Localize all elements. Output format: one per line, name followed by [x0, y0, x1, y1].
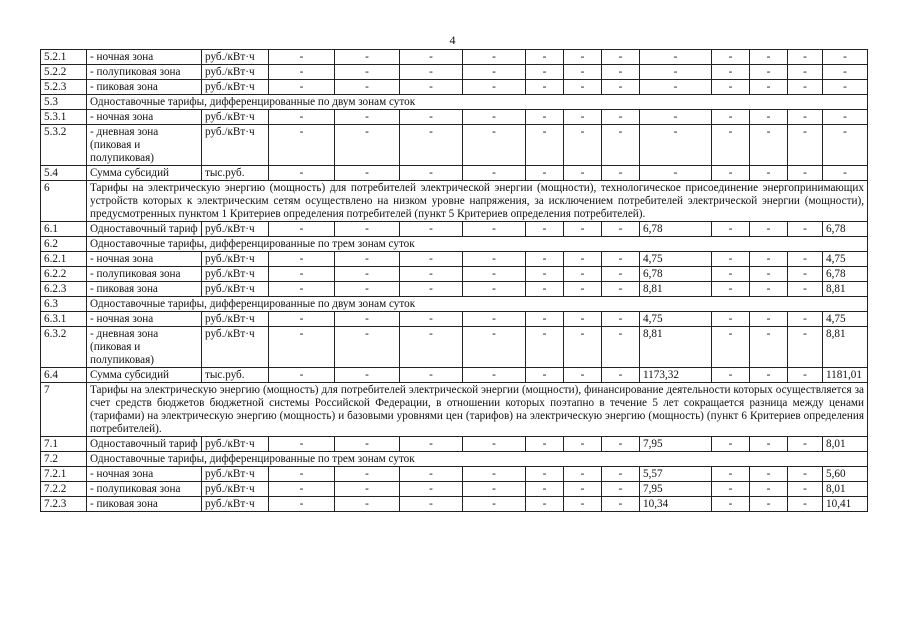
section-heading: Одноставочные тарифы, дифференцированные по двум зонам суток [87, 297, 868, 312]
value-cell: - [788, 482, 823, 497]
value-cell: - [564, 368, 602, 383]
value-cell: - [335, 282, 400, 297]
value-cell: - [750, 282, 788, 297]
value-cell: - [712, 282, 750, 297]
value-cell: - [335, 80, 400, 95]
value-cell: - [400, 65, 463, 80]
value-cell: - [564, 80, 602, 95]
value-cell: - [463, 467, 526, 482]
value-cell: - [602, 252, 640, 267]
value-cell: - [564, 467, 602, 482]
value-cell: - [400, 267, 463, 282]
value-cell: - [602, 437, 640, 452]
row-unit: руб./кВт·ч [202, 80, 269, 95]
value-cell: - [602, 327, 640, 368]
value-cell: - [788, 467, 823, 482]
value-cell: - [788, 50, 823, 65]
row-unit: руб./кВт·ч [202, 267, 269, 282]
value-cell: - [750, 482, 788, 497]
row-code: 7.2.2 [41, 482, 87, 497]
value-cell: - [750, 65, 788, 80]
value-cell: - [269, 65, 335, 80]
value-cell: - [400, 125, 463, 166]
value-cell: - [602, 222, 640, 237]
value-cell: - [712, 327, 750, 368]
value-cell: - [526, 368, 564, 383]
row-unit: руб./кВт·ч [202, 497, 269, 512]
row-code: 6.2 [41, 237, 87, 252]
value-cell: - [463, 65, 526, 80]
value-cell: - [750, 437, 788, 452]
row-name: Сумма субсидий [87, 368, 202, 383]
value-cell: - [526, 482, 564, 497]
value-cell: - [564, 282, 602, 297]
table-row [41, 297, 868, 312]
row-name: - пиковая зона [87, 282, 202, 297]
row-name: - ночная зона [87, 312, 202, 327]
value-cell: - [640, 166, 712, 181]
value-cell: - [564, 267, 602, 282]
row-code: 7.2 [41, 452, 87, 467]
value-cell: - [712, 125, 750, 166]
value-cell: 6,78 [823, 222, 868, 237]
table-row [41, 181, 868, 222]
value-cell: - [788, 125, 823, 166]
value-cell: - [335, 312, 400, 327]
row-code: 5.2.2 [41, 65, 87, 80]
value-cell: - [335, 497, 400, 512]
row-name: - пиковая зона [87, 497, 202, 512]
value-cell: - [750, 125, 788, 166]
row-unit: тыс.руб. [202, 166, 269, 181]
value-cell: 6,78 [823, 267, 868, 282]
value-cell: - [400, 497, 463, 512]
value-cell: - [526, 282, 564, 297]
value-cell: - [335, 482, 400, 497]
value-cell: - [564, 50, 602, 65]
value-cell: - [712, 437, 750, 452]
table-row [41, 125, 868, 166]
row-unit: руб./кВт·ч [202, 327, 269, 368]
value-cell: 4,75 [823, 252, 868, 267]
value-cell: - [463, 50, 526, 65]
row-code: 6.2.1 [41, 252, 87, 267]
table-row [41, 368, 868, 383]
value-cell: - [788, 80, 823, 95]
value-cell: - [712, 80, 750, 95]
value-cell: - [463, 282, 526, 297]
value-cell: - [400, 312, 463, 327]
value-cell: - [602, 497, 640, 512]
row-code: 6.3 [41, 297, 87, 312]
row-code: 6.2.3 [41, 282, 87, 297]
value-cell: 8,81 [823, 282, 868, 297]
row-code: 6 [41, 181, 87, 222]
value-cell: 8,81 [640, 282, 712, 297]
value-cell: 8,01 [823, 437, 868, 452]
value-cell: - [640, 50, 712, 65]
value-cell: - [602, 467, 640, 482]
page-number: 4 [449, 33, 456, 47]
value-cell: - [602, 312, 640, 327]
row-unit: руб./кВт·ч [202, 50, 269, 65]
row-unit: руб./кВт·ч [202, 110, 269, 125]
value-cell: - [823, 65, 868, 80]
value-cell: - [526, 65, 564, 80]
value-cell: 6,78 [640, 222, 712, 237]
value-cell: - [788, 312, 823, 327]
value-cell: - [400, 252, 463, 267]
value-cell: - [400, 166, 463, 181]
value-cell: - [400, 50, 463, 65]
value-cell: - [564, 437, 602, 452]
value-cell: - [269, 467, 335, 482]
value-cell: - [269, 252, 335, 267]
table-row [41, 437, 868, 452]
value-cell: - [400, 110, 463, 125]
value-cell: - [526, 125, 564, 166]
row-code: 5.3.2 [41, 125, 87, 166]
value-cell: 8,01 [823, 482, 868, 497]
value-cell: - [400, 482, 463, 497]
row-unit: руб./кВт·ч [202, 482, 269, 497]
value-cell: - [335, 267, 400, 282]
value-cell: - [602, 125, 640, 166]
value-cell: - [750, 497, 788, 512]
value-cell: - [335, 125, 400, 166]
value-cell: - [750, 267, 788, 282]
value-cell: - [526, 497, 564, 512]
row-code: 7.1 [41, 437, 87, 452]
section-heading: Одноставочные тарифы, дифференцированные по трем зонам суток [87, 452, 868, 467]
value-cell: - [463, 166, 526, 181]
value-cell: - [463, 312, 526, 327]
value-cell: - [526, 166, 564, 181]
value-cell: - [823, 50, 868, 65]
value-cell: - [750, 252, 788, 267]
value-cell: - [750, 312, 788, 327]
row-code: 6.3.1 [41, 312, 87, 327]
row-name: - дневная зона (пиковая и полупиковая) [87, 327, 202, 368]
row-unit: руб./кВт·ч [202, 282, 269, 297]
value-cell: - [788, 282, 823, 297]
row-unit: руб./кВт·ч [202, 252, 269, 267]
table-row [41, 267, 868, 282]
value-cell: - [269, 50, 335, 65]
value-cell: - [463, 222, 526, 237]
value-cell: - [750, 467, 788, 482]
value-cell: - [463, 252, 526, 267]
value-cell: - [712, 368, 750, 383]
value-cell: - [712, 65, 750, 80]
section-heading: Одноставочные тарифы, дифференцированные по трем зонам суток [87, 237, 868, 252]
value-cell: - [400, 80, 463, 95]
value-cell: - [400, 282, 463, 297]
table-row [41, 383, 868, 437]
row-name: - ночная зона [87, 50, 202, 65]
row-code: 7 [41, 383, 87, 437]
value-cell: - [269, 110, 335, 125]
value-cell: - [788, 222, 823, 237]
value-cell: - [788, 110, 823, 125]
value-cell: - [526, 50, 564, 65]
row-name: - ночная зона [87, 467, 202, 482]
value-cell: - [788, 497, 823, 512]
table-row [41, 452, 868, 467]
value-cell: - [335, 467, 400, 482]
row-name: Одноставочный тариф [87, 437, 202, 452]
value-cell: - [640, 110, 712, 125]
value-cell: - [712, 267, 750, 282]
value-cell: - [526, 80, 564, 95]
value-cell: - [712, 252, 750, 267]
value-cell: - [788, 267, 823, 282]
value-cell: - [526, 110, 564, 125]
value-cell: - [400, 222, 463, 237]
value-cell: - [712, 467, 750, 482]
value-cell: - [463, 267, 526, 282]
value-cell: 7,95 [640, 437, 712, 452]
tariff-table [40, 49, 868, 512]
row-unit: руб./кВт·ч [202, 222, 269, 237]
value-cell: - [400, 327, 463, 368]
section-heading: Тарифы на электрическую энергию (мощность) для потребителей электрической энергии (мощности), технологическое присоединение энергопринимающих устройств которых к электрическим сетям осуществлено на низком уровне напряжения, за исключением потребителей электрической энергии (мощности), предусмотренных пунктом 1 Критериев определения потребителей (пункт 5 Критериев определения потребителей). [87, 181, 868, 222]
value-cell: - [526, 327, 564, 368]
value-cell: - [463, 125, 526, 166]
value-cell: - [463, 482, 526, 497]
value-cell: - [823, 166, 868, 181]
value-cell: - [712, 482, 750, 497]
row-unit: руб./кВт·ч [202, 467, 269, 482]
table-row [41, 50, 868, 65]
row-name: Сумма субсидий [87, 166, 202, 181]
value-cell: - [269, 282, 335, 297]
row-name: - полупиковая зона [87, 482, 202, 497]
value-cell: 6,78 [640, 267, 712, 282]
value-cell: - [712, 50, 750, 65]
value-cell: - [712, 222, 750, 237]
value-cell: - [335, 110, 400, 125]
value-cell: - [750, 80, 788, 95]
value-cell: - [463, 110, 526, 125]
value-cell: - [564, 312, 602, 327]
table-row [41, 497, 868, 512]
value-cell: - [788, 252, 823, 267]
row-unit: руб./кВт·ч [202, 312, 269, 327]
value-cell: - [269, 267, 335, 282]
value-cell: - [526, 267, 564, 282]
value-cell: 5,60 [823, 467, 868, 482]
value-cell: - [788, 437, 823, 452]
value-cell: - [750, 50, 788, 65]
value-cell: 10,41 [823, 497, 868, 512]
value-cell: - [335, 437, 400, 452]
value-cell: - [750, 327, 788, 368]
value-cell: - [526, 312, 564, 327]
row-code: 5.3 [41, 95, 87, 110]
row-code: 6.2.2 [41, 267, 87, 282]
table-row [41, 327, 868, 368]
value-cell: - [335, 222, 400, 237]
row-code: 5.2.3 [41, 80, 87, 95]
row-unit: руб./кВт·ч [202, 437, 269, 452]
value-cell: - [788, 65, 823, 80]
row-name: - ночная зона [87, 110, 202, 125]
value-cell: - [335, 327, 400, 368]
row-code: 6.3.2 [41, 327, 87, 368]
row-unit: руб./кВт·ч [202, 65, 269, 80]
value-cell: - [712, 497, 750, 512]
row-code: 6.4 [41, 368, 87, 383]
section-heading: Одноставочные тарифы, дифференцированные по двум зонам суток [87, 95, 868, 110]
section-heading: Тарифы на электрическую энергию (мощность) для потребителей электрической энергии (мощности), финансирование деятельности которых осуществляется за счет средств бюджетов бюджетной системы Российской Федерации, в отношении которых поэтапно в течение 5 лет сокращается разница между ценами (тарифами) на электрическую энергию (мощность) и базовыми уровнями цен (тарифов) на электрическую энергию (мощность) (пункт 6 Критериев определения потребителей). [87, 383, 868, 437]
value-cell: 4,75 [640, 252, 712, 267]
row-name: - полупиковая зона [87, 267, 202, 282]
tariff-table-body [41, 50, 868, 512]
value-cell: - [640, 125, 712, 166]
value-cell: - [269, 497, 335, 512]
table-row [41, 166, 868, 181]
value-cell: - [564, 497, 602, 512]
value-cell: - [712, 110, 750, 125]
value-cell: - [788, 327, 823, 368]
value-cell: - [602, 110, 640, 125]
value-cell: - [823, 125, 868, 166]
value-cell: - [526, 222, 564, 237]
value-cell: - [269, 368, 335, 383]
value-cell: - [750, 166, 788, 181]
value-cell: 5,57 [640, 467, 712, 482]
value-cell: - [335, 166, 400, 181]
value-cell: - [463, 437, 526, 452]
value-cell: - [712, 312, 750, 327]
row-name: - дневная зона (пиковая и полупиковая) [87, 125, 202, 166]
value-cell: - [269, 222, 335, 237]
value-cell: - [463, 327, 526, 368]
row-code: 7.2.3 [41, 497, 87, 512]
value-cell: 8,81 [823, 327, 868, 368]
row-name: - полупиковая зона [87, 65, 202, 80]
value-cell: - [335, 65, 400, 80]
table-row [41, 110, 868, 125]
value-cell: - [564, 327, 602, 368]
value-cell: - [602, 482, 640, 497]
table-row [41, 80, 868, 95]
value-cell: 8,81 [640, 327, 712, 368]
row-code: 7.2.1 [41, 467, 87, 482]
table-row [41, 237, 868, 252]
value-cell: - [335, 252, 400, 267]
value-cell: - [526, 437, 564, 452]
value-cell: - [564, 166, 602, 181]
row-unit: тыс.руб. [202, 368, 269, 383]
value-cell: - [640, 80, 712, 95]
table-row [41, 95, 868, 110]
value-cell: - [400, 467, 463, 482]
value-cell: - [564, 252, 602, 267]
table-row [41, 482, 868, 497]
value-cell: - [750, 368, 788, 383]
value-cell: - [526, 252, 564, 267]
value-cell: - [269, 482, 335, 497]
value-cell: 10,34 [640, 497, 712, 512]
value-cell: - [269, 312, 335, 327]
value-cell: - [335, 368, 400, 383]
row-code: 6.1 [41, 222, 87, 237]
value-cell: - [750, 222, 788, 237]
table-row [41, 65, 868, 80]
table-row [41, 467, 868, 482]
value-cell: - [602, 166, 640, 181]
value-cell: - [269, 327, 335, 368]
value-cell: 1173,32 [640, 368, 712, 383]
row-code: 5.3.1 [41, 110, 87, 125]
value-cell: - [526, 467, 564, 482]
value-cell: - [564, 222, 602, 237]
value-cell: - [335, 50, 400, 65]
value-cell: - [823, 80, 868, 95]
value-cell: - [602, 80, 640, 95]
value-cell: 4,75 [823, 312, 868, 327]
value-cell: - [463, 497, 526, 512]
value-cell: - [602, 282, 640, 297]
value-cell: - [640, 65, 712, 80]
value-cell: - [564, 110, 602, 125]
value-cell: - [463, 368, 526, 383]
row-name: Одноставочный тариф [87, 222, 202, 237]
value-cell: - [602, 50, 640, 65]
value-cell: - [400, 437, 463, 452]
value-cell: - [788, 166, 823, 181]
value-cell: 7,95 [640, 482, 712, 497]
value-cell: - [269, 166, 335, 181]
row-code: 5.4 [41, 166, 87, 181]
value-cell: - [463, 80, 526, 95]
value-cell: 4,75 [640, 312, 712, 327]
value-cell: 1181,01 [823, 368, 868, 383]
value-cell: - [269, 437, 335, 452]
table-row [41, 222, 868, 237]
value-cell: - [602, 368, 640, 383]
value-cell: - [712, 166, 750, 181]
value-cell: - [602, 65, 640, 80]
value-cell: - [564, 65, 602, 80]
value-cell: - [564, 482, 602, 497]
value-cell: - [788, 368, 823, 383]
table-row [41, 312, 868, 327]
value-cell: - [823, 110, 868, 125]
value-cell: - [564, 125, 602, 166]
row-name: - пиковая зона [87, 80, 202, 95]
value-cell: - [750, 110, 788, 125]
row-code: 5.2.1 [41, 50, 87, 65]
table-row [41, 252, 868, 267]
value-cell: - [269, 125, 335, 166]
value-cell: - [602, 267, 640, 282]
value-cell: - [400, 368, 463, 383]
table-row [41, 282, 868, 297]
value-cell: - [269, 80, 335, 95]
row-unit: руб./кВт·ч [202, 125, 269, 166]
row-name: - ночная зона [87, 252, 202, 267]
